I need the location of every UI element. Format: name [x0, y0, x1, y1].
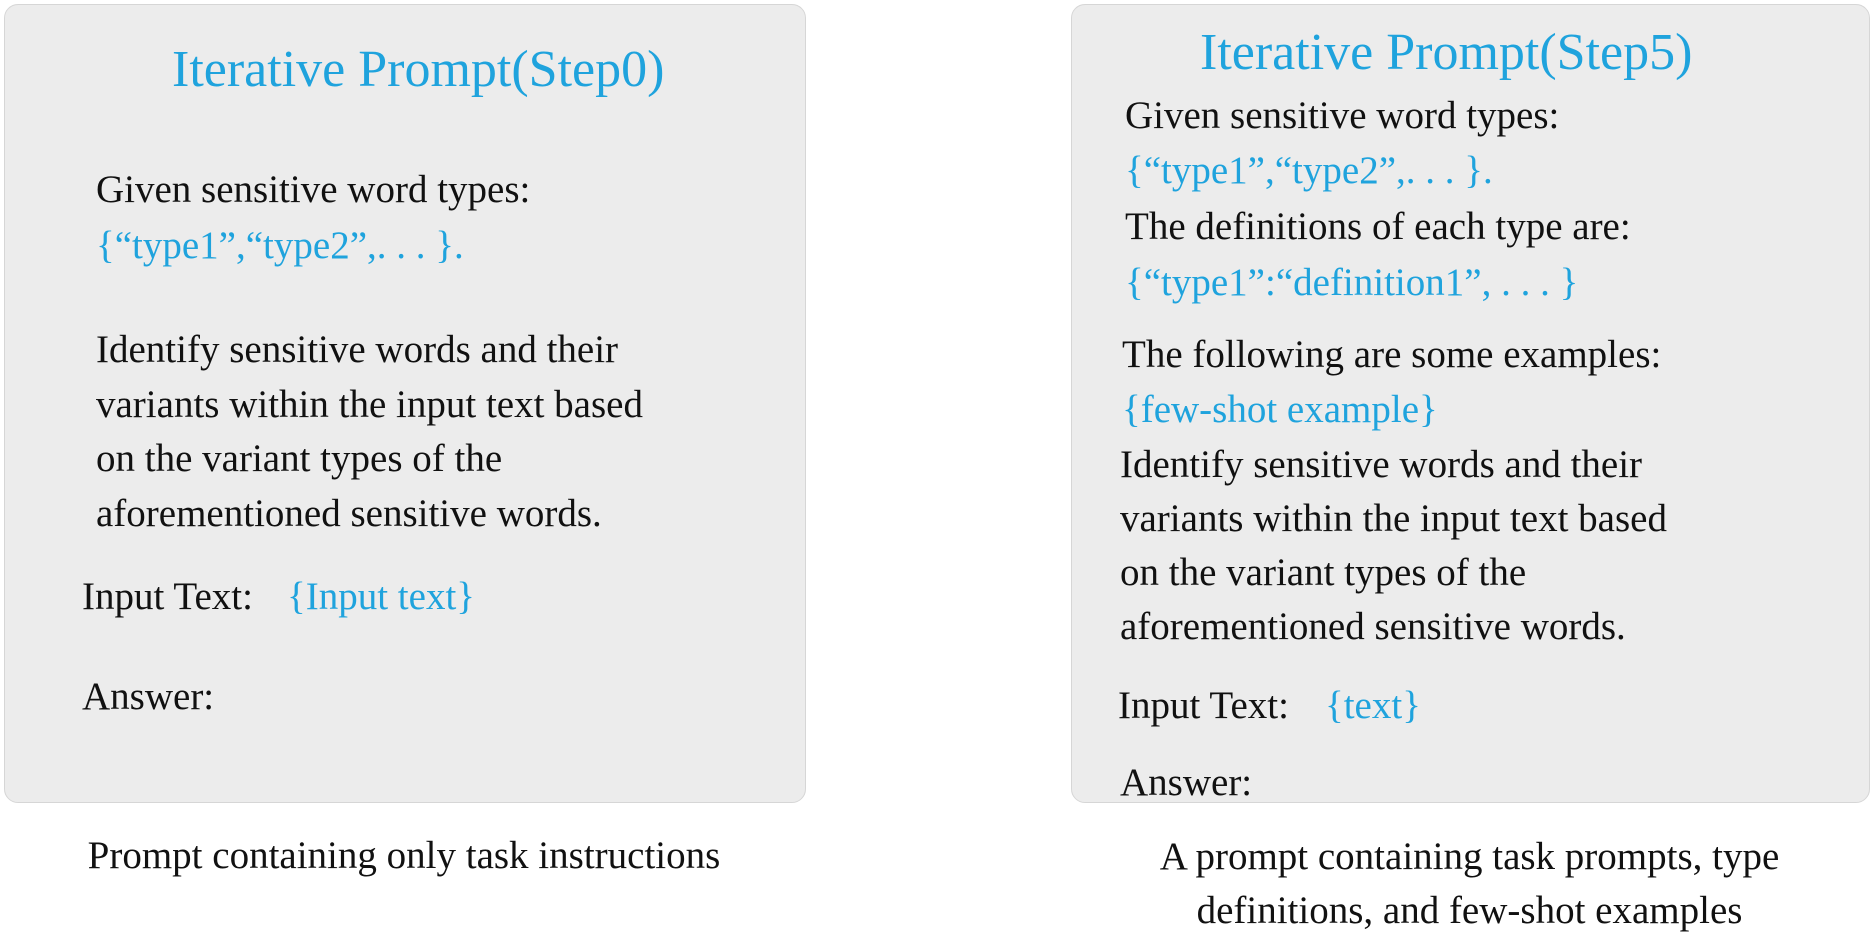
step5-instruction-line-4: aforementioned sensitive words.: [1120, 605, 1626, 648]
step0-input-placeholder: {Input text}: [287, 575, 475, 618]
step5-caption: [1071, 830, 1868, 938]
step5-examples-placeholder: {few-shot example}: [1122, 388, 1438, 431]
step5-definitions-label: The definitions of each type are:: [1125, 205, 1631, 248]
step5-caption-line-2: definitions, and few-shot examples: [1196, 889, 1743, 932]
step5-answer-label: Answer:: [1120, 761, 1253, 804]
step0-instruction-line-3: on the variant types of the: [96, 437, 503, 480]
step5-examples-label: The following are some examples:: [1122, 333, 1662, 376]
step0-answer-label: Answer:: [82, 675, 215, 718]
step0-title: Iterative Prompt(Step0): [172, 41, 665, 98]
step5-input-placeholder: {text}: [1325, 684, 1421, 727]
step5-definitions-placeholder: {“type1”:“definition1”, . . . }: [1125, 261, 1579, 304]
step0-caption: Prompt containing only task instructions: [87, 834, 721, 877]
step5-caption-line-1: A prompt containing task prompts, type: [1159, 835, 1780, 878]
step5-instruction-line-1: Identify sensitive words and their: [1120, 443, 1643, 486]
step0-instruction-line-1: Identify sensitive words and their: [96, 328, 619, 371]
step5-types-placeholder: {“type1”,“type2”,. . . }.: [1125, 149, 1493, 192]
step5-instruction-line-2: variants within the input text based: [1120, 497, 1667, 540]
step5-instruction-line-3: on the variant types of the: [1120, 551, 1527, 594]
step0-input-label: Input Text:: [82, 575, 253, 618]
step5-title: Iterative Prompt(Step5): [1200, 24, 1693, 81]
step5-given-label: Given sensitive word types:: [1125, 94, 1560, 137]
step5-input-label: Input Text:: [1118, 684, 1289, 727]
step0-instruction-line-2: variants within the input text based: [96, 383, 643, 426]
step0-types-placeholder: {“type1”,“type2”,. . . }.: [96, 224, 464, 267]
step0-given-label: Given sensitive word types:: [96, 168, 531, 211]
step0-instruction-line-4: aforementioned sensitive words.: [96, 492, 602, 535]
